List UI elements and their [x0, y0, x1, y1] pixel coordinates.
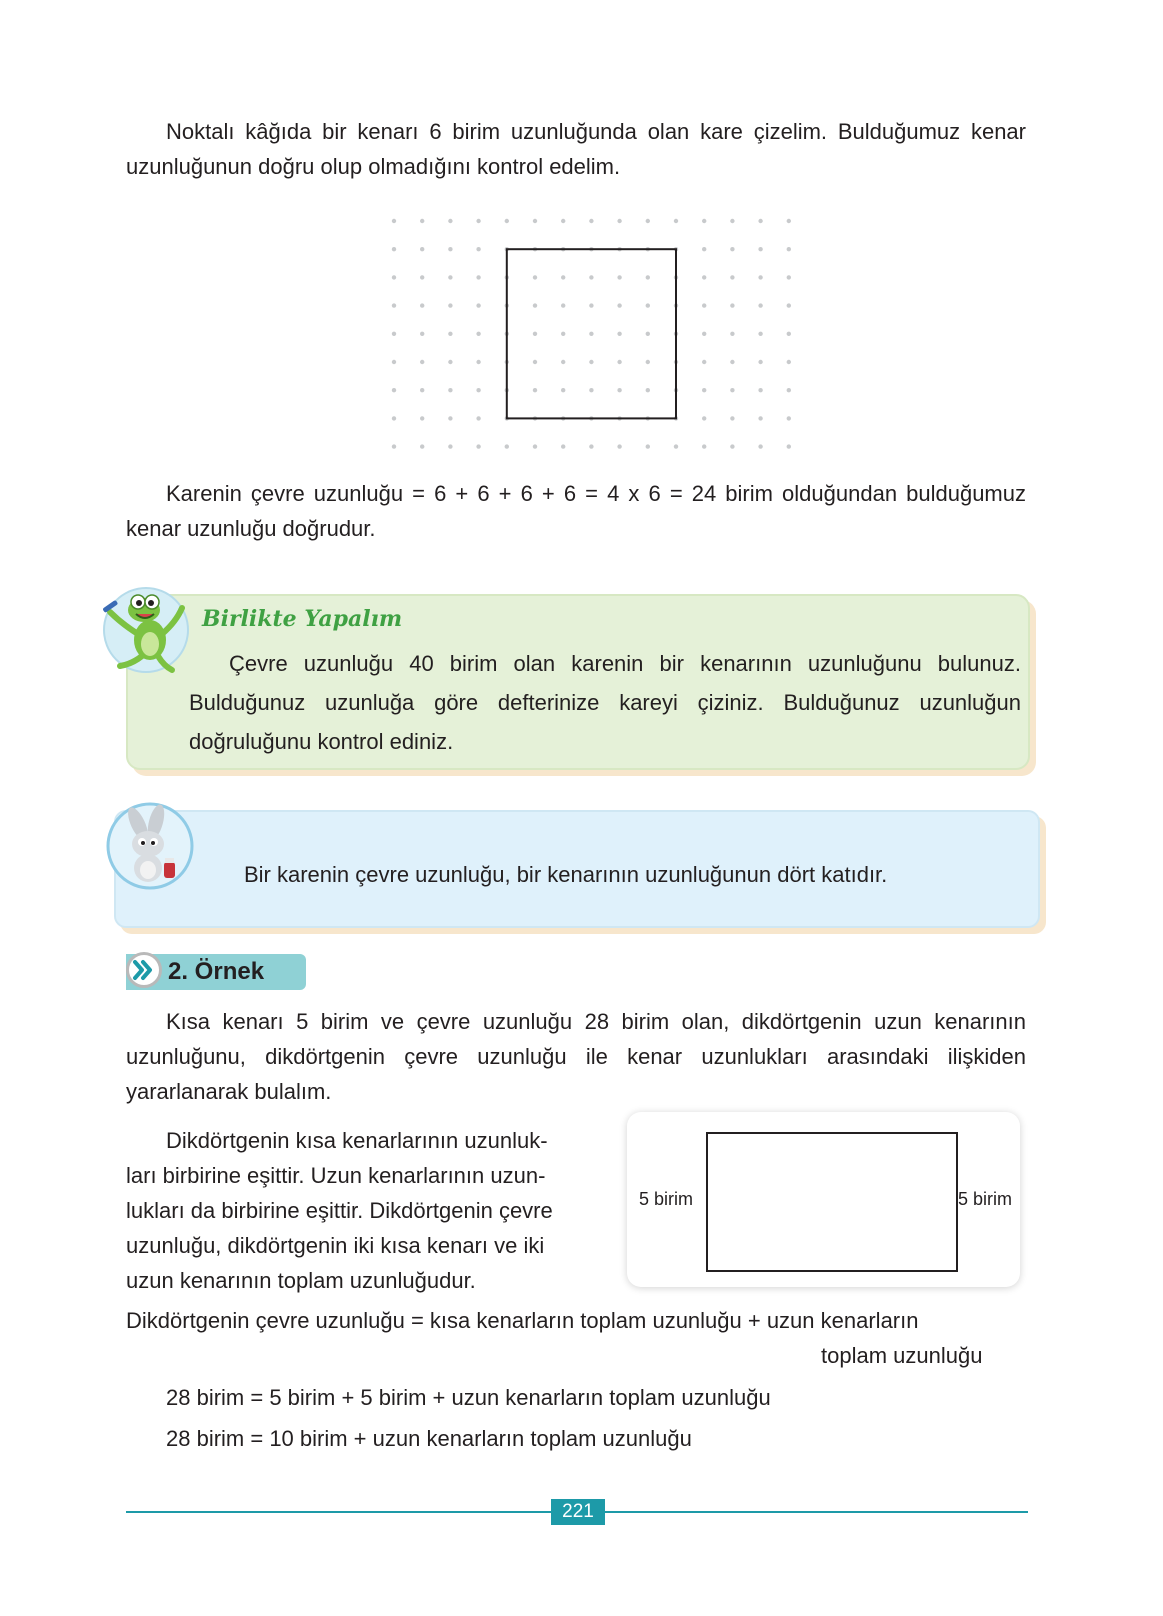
grid-dot [617, 303, 621, 307]
grid-dot [505, 444, 509, 448]
grid-dot [646, 444, 650, 448]
grid-dot [561, 388, 565, 392]
grid-dot [646, 303, 650, 307]
grid-dot [617, 388, 621, 392]
grid-dot [448, 275, 452, 279]
example-title: 2. Örnek [168, 958, 265, 985]
grid-dot [533, 360, 537, 364]
short-side-label-left: 5 birim [639, 1189, 694, 1209]
grid-dot [476, 444, 480, 448]
grid-dot [448, 360, 452, 364]
grid-dot [758, 303, 762, 307]
explanation-line: uzun kenarının toplam uzunluğudur. [126, 1268, 476, 1293]
grid-dot [730, 388, 734, 392]
frog-icon [98, 578, 198, 678]
grid-dot [392, 332, 396, 336]
grid-dot [730, 275, 734, 279]
grid-dot [533, 332, 537, 336]
grid-dot [420, 247, 424, 251]
grid-dot [702, 247, 706, 251]
grid-dot [702, 275, 706, 279]
grid-dot [702, 332, 706, 336]
formula-line-1: Dikdörtgenin çevre uzunluğu = kısa kenarların toplam uzunluğu + uzun kenarların [126, 1308, 919, 1333]
grid-dot [730, 303, 734, 307]
grid-dot [448, 416, 452, 420]
grid-dot [589, 219, 593, 223]
grid-dot [702, 219, 706, 223]
grid-dot [787, 275, 791, 279]
grid-dot [730, 332, 734, 336]
step-1: 28 birim = 5 birim + 5 birim + uzun kenarların toplam uzunluğu [166, 1385, 771, 1410]
grid-dot [758, 247, 762, 251]
grid-dot [448, 303, 452, 307]
grid-dot [787, 360, 791, 364]
grid-dot [420, 416, 424, 420]
grid-dot [730, 247, 734, 251]
grid-dot [448, 388, 452, 392]
grid-dot [392, 219, 396, 223]
grid-dot [758, 332, 762, 336]
grid-dot [646, 360, 650, 364]
explanation-line: Dikdörtgenin kısa kenarlarının uzunluk- [166, 1128, 548, 1153]
grid-dot [787, 219, 791, 223]
grid-dot [561, 275, 565, 279]
grid-dot [420, 332, 424, 336]
grid-dot [617, 219, 621, 223]
grid-dot [561, 360, 565, 364]
grid-dot [589, 360, 593, 364]
grid-dot [476, 275, 480, 279]
grid-dot [787, 247, 791, 251]
grid-dot [758, 416, 762, 420]
page-number: 221 [551, 1499, 605, 1525]
grid-dot [617, 332, 621, 336]
rabbit-icon [104, 800, 198, 894]
explanation-line: lukları da birbirine eşittir. Dikdörtgenin çevre [126, 1198, 553, 1223]
grid-dot [674, 444, 678, 448]
grid-dot [617, 275, 621, 279]
grid-dot [533, 444, 537, 448]
grid-dot [674, 219, 678, 223]
grid-dot [758, 360, 762, 364]
grid-dot [392, 360, 396, 364]
grid-dot [561, 332, 565, 336]
grid-dot [476, 332, 480, 336]
grid-dot [787, 303, 791, 307]
grid-dot [758, 444, 762, 448]
grid-dot [787, 332, 791, 336]
grid-dot [448, 247, 452, 251]
grid-dot [561, 219, 565, 223]
grid-dot [589, 444, 593, 448]
grid-dot [420, 388, 424, 392]
grid-dot [787, 388, 791, 392]
grid-dot [617, 444, 621, 448]
footer-rule-left [126, 1511, 551, 1513]
grid-dot [589, 303, 593, 307]
explanation-line: uzunluğu, dikdörtgenin iki kısa kenarı ve iki [126, 1233, 545, 1258]
explanation-line: ları birbirine eşittir. Uzun kenarlarının uzun- [126, 1163, 546, 1188]
grid-dot [392, 303, 396, 307]
grid-dot [702, 303, 706, 307]
footer-rule-right [605, 1511, 1028, 1513]
short-side-label-right: 5 birim [958, 1189, 1013, 1209]
formula-line-2: toplam uzunluğu [821, 1343, 983, 1368]
grid-dot [392, 275, 396, 279]
grid-dot [533, 219, 537, 223]
grid-dot [730, 444, 734, 448]
step-2: 28 birim = 10 birim + uzun kenarların toplam uzunluğu [166, 1426, 692, 1451]
grid-dot [420, 444, 424, 448]
grid-dot [505, 219, 509, 223]
grid-dot [702, 388, 706, 392]
grid-dot [392, 388, 396, 392]
grid-dot [702, 360, 706, 364]
grid-dot [646, 275, 650, 279]
double-chevron-right-icon [129, 955, 159, 985]
grid-dot [533, 275, 537, 279]
grid-dot [758, 275, 762, 279]
grid-dot [448, 332, 452, 336]
dot-paper-figure [0, 0, 1163, 470]
grid-dot [561, 444, 565, 448]
grid-dot [420, 219, 424, 223]
grid-dot [617, 360, 621, 364]
grid-dot [787, 444, 791, 448]
grid-dot [392, 416, 396, 420]
birlikte-text: Çevre uzunluğu 40 birim olan karenin bir kenarının uzunluğunu bulunuz. Bulduğunuz uzunluğa göre defterinize kareyi çiziniz. Bulduğunuz uzunluğun doğruluğunu kontrol ediniz. [189, 651, 1021, 754]
intro-paragraph: Noktalı kâğıda bir kenarı 6 birim uzunluğunda olan kare çizelim. Bulduğumuz kenar uzunluğunun doğru olup olmadığını kontrol edelim. [126, 119, 1026, 179]
grid-dot [533, 303, 537, 307]
conclusion-paragraph: Karenin çevre uzunluğu = 6 + 6 + 6 + 6 = 4 x 6 = 24 birim olduğundan bulduğumuz kenar uzunluğu doğrudur. [126, 481, 1026, 541]
grid-dot [476, 247, 480, 251]
example-intro: Kısa kenarı 5 birim ve çevre uzunluğu 28 birim olan, dikdörtgenin uzun kenarının uzunluğunu, dikdörtgenin çevre uzunluğu ile kenar uzunlukları arasındaki ilişkiden yararlanarak bulalım. [126, 1009, 1026, 1104]
grid-dot [730, 416, 734, 420]
grid-dot [702, 444, 706, 448]
grid-dot [476, 303, 480, 307]
example-icon-circle [126, 952, 162, 988]
grid-dot [730, 219, 734, 223]
grid-dot [448, 219, 452, 223]
grid-dot [420, 303, 424, 307]
birlikte-title: Birlikte Yapalım [202, 606, 403, 632]
grid-dot [758, 219, 762, 223]
grid-dot [533, 388, 537, 392]
grid-dot [646, 388, 650, 392]
grid-dot [476, 219, 480, 223]
grid-dot [589, 275, 593, 279]
grid-dot [730, 360, 734, 364]
grid-dot [420, 275, 424, 279]
grid-dot [787, 416, 791, 420]
grid-dot [392, 247, 396, 251]
grid-dot [702, 416, 706, 420]
grid-dot [476, 416, 480, 420]
grid-dot [589, 332, 593, 336]
grid-dot [646, 332, 650, 336]
grid-dot [448, 444, 452, 448]
grid-dot [561, 303, 565, 307]
info-text: Bir karenin çevre uzunluğu, bir kenarının uzunluğunun dört katıdır. [244, 862, 888, 887]
grid-dot [392, 444, 396, 448]
grid-dot [476, 388, 480, 392]
grid-dot [646, 219, 650, 223]
grid-dot [420, 360, 424, 364]
grid-dot [758, 388, 762, 392]
grid-dot [476, 360, 480, 364]
rectangle-shape [706, 1132, 958, 1272]
grid-dot [589, 388, 593, 392]
